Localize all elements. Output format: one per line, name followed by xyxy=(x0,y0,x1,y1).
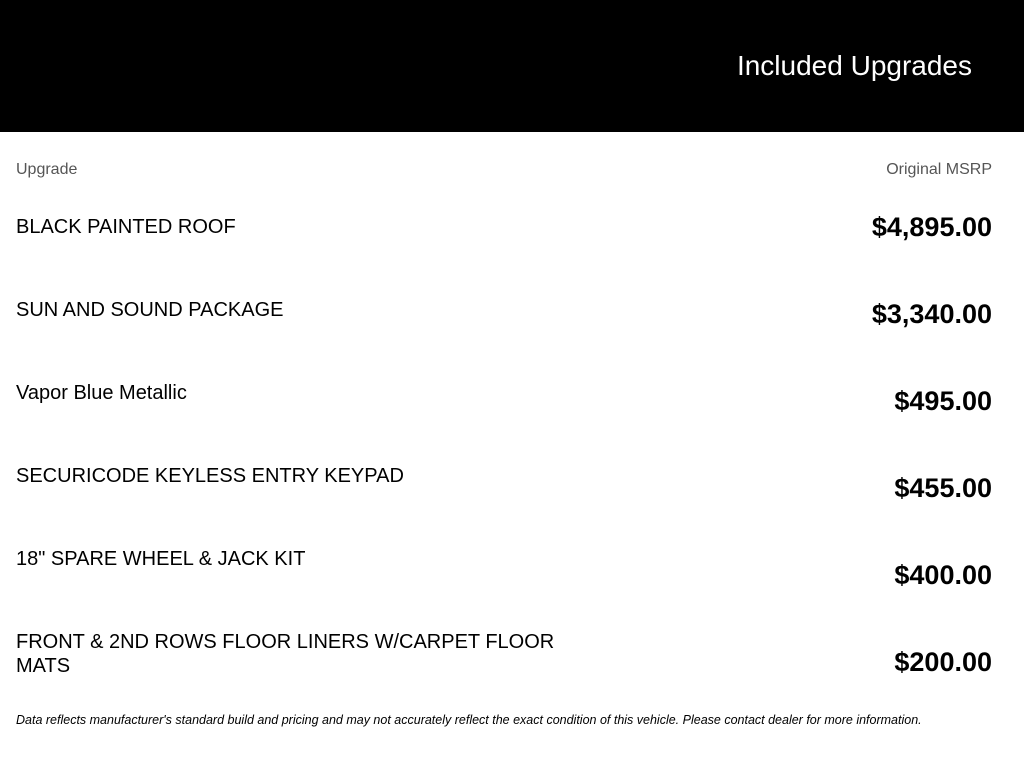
upgrade-name: SECURICODE KEYLESS ENTRY KEYPAD xyxy=(16,465,404,487)
upgrade-row xyxy=(16,205,992,288)
disclaimer-text: Data reflects manufacturer's standard build and pricing and may not accurately reflect the exact condition of this vehicle. Please contact dealer for more information. xyxy=(16,713,922,727)
column-headers xyxy=(16,160,992,180)
upgrade-row xyxy=(16,371,992,454)
upgrade-name: BLACK PAINTED ROOF xyxy=(16,216,236,238)
upgrade-row xyxy=(16,288,992,371)
upgrade-price: $4,895.00 xyxy=(871,212,992,242)
upgrade-row xyxy=(16,454,992,537)
upgrade-name: 18" SPARE WHEEL & JACK KIT xyxy=(16,548,306,570)
header-bar xyxy=(0,0,1024,132)
upgrade-price: $495.00 xyxy=(894,386,992,416)
upgrade-price: $455.00 xyxy=(894,473,992,503)
upgrade-row xyxy=(16,620,992,703)
column-header-upgrade: Upgrade xyxy=(16,161,78,178)
upgrade-name: Vapor Blue Metallic xyxy=(16,382,187,404)
upgrade-row xyxy=(16,537,992,620)
page-title: Included Upgrades xyxy=(736,50,972,81)
upgrade-price: $400.00 xyxy=(894,560,992,590)
upgrade-price: $3,340.00 xyxy=(871,299,992,329)
upgrade-name: SUN AND SOUND PACKAGE xyxy=(16,299,284,321)
upgrade-price: $200.00 xyxy=(894,647,992,677)
column-header-msrp: Original MSRP xyxy=(886,161,992,178)
upgrades-list xyxy=(16,205,992,703)
upgrade-name: FRONT & 2ND ROWS FLOOR LINERS W/CARPET FLOOR MATS xyxy=(16,631,555,677)
